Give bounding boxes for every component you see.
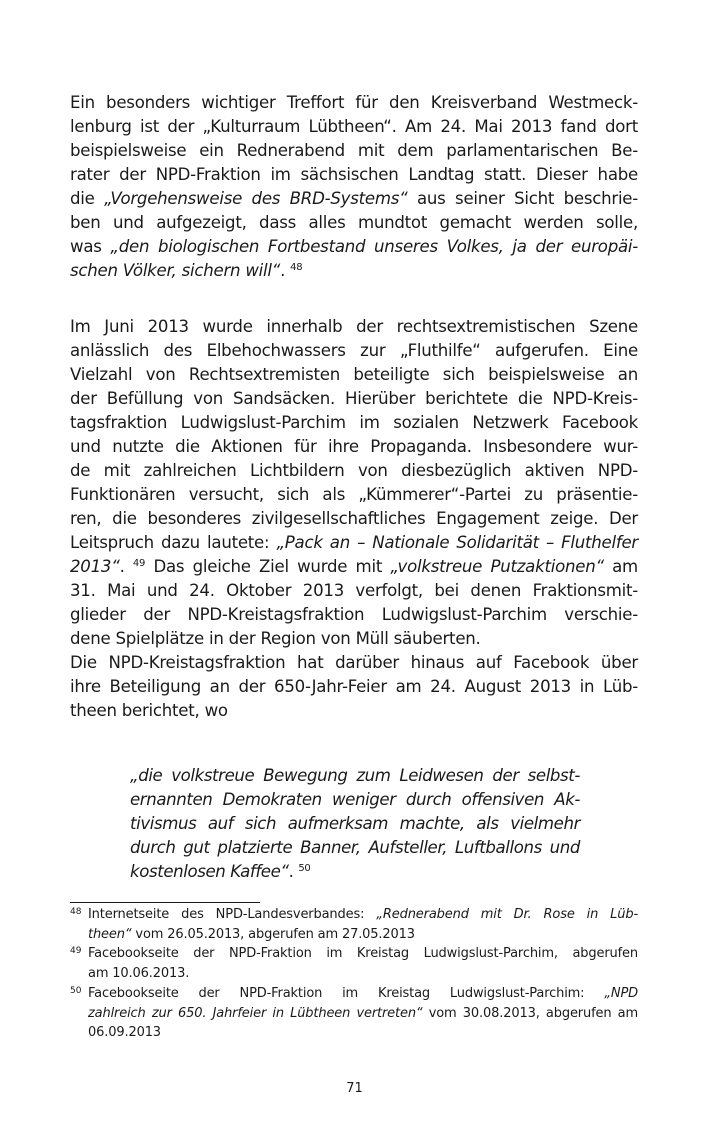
text-run: Im Juni 2013 wurde innerhalb der rechtsextremistischen Szene bbox=[70, 317, 638, 336]
footnote-line bbox=[88, 984, 638, 1004]
text-line bbox=[70, 339, 638, 363]
text-run: anlässlich des Elbehochwassers zur „Fluthilfe“ aufgerufen. Eine bbox=[70, 341, 638, 360]
text-line bbox=[70, 507, 638, 531]
text-run: 31. Mai und 24. Oktober 2013 verfolgt, bei denen Fraktionsmit- bbox=[70, 581, 638, 600]
text-line bbox=[70, 627, 638, 651]
quote-line bbox=[130, 764, 580, 788]
quote-line bbox=[130, 788, 580, 812]
text-line bbox=[70, 531, 638, 555]
text-run: durch gut platzierte Banner, Aufsteller, Luftballons und bbox=[130, 838, 580, 857]
italic-quote: zahlreich zur 650. Jahrfeier in Lübtheen vertreten“ bbox=[88, 1005, 423, 1021]
italic-quote: „Vorgehensweise des BRD-Systems“ bbox=[104, 189, 408, 208]
text-run: dene Spielplätze in der Region von Müll säuberten. bbox=[70, 629, 481, 648]
text-run: ihre Beteiligung an der 650-Jahr-Feier am 24. August 2013 in Lüb- bbox=[70, 677, 638, 696]
italic-quote: „NPD bbox=[604, 986, 638, 1001]
text-line bbox=[70, 259, 638, 283]
footnote-line bbox=[88, 1023, 638, 1043]
footnote-line bbox=[88, 925, 638, 945]
footnote-reference: 50 bbox=[298, 863, 311, 874]
page-number: 71 bbox=[346, 1081, 363, 1096]
text-line bbox=[70, 91, 638, 115]
text-line bbox=[70, 459, 638, 483]
text-run: Facebookseite der NPD-Fraktion im Kreistag Ludwigslust-Parchim, abgerufen bbox=[88, 946, 638, 961]
text-run: Facebookseite der NPD-Fraktion im Kreistag Ludwigslust-Parchim: bbox=[88, 986, 605, 1001]
text-line bbox=[70, 651, 638, 675]
text-line bbox=[70, 163, 638, 187]
text-run: ren, die besonderes zivilgesellschaftliches Engagement zeige. Der bbox=[70, 509, 638, 528]
italic-quote: schen Völker, sichern will“ bbox=[70, 261, 281, 280]
italic-quote: 2013“ bbox=[70, 557, 120, 576]
quote-line bbox=[130, 836, 580, 860]
text-line bbox=[70, 579, 638, 603]
text-run: . bbox=[280, 261, 291, 280]
text-run: vom 26.05.2013, abgerufen am 27.05.2013 bbox=[131, 926, 415, 942]
footnote-reference: 49 bbox=[132, 558, 146, 569]
text-line bbox=[70, 435, 638, 459]
text-line bbox=[70, 483, 638, 507]
footnote-number: 49 bbox=[70, 946, 82, 956]
italic-quote: „volkstreue Putzaktionen“ bbox=[390, 557, 604, 576]
italic-quote: „Pack an – Nationale Solidarität – Fluthelfer bbox=[276, 533, 638, 552]
footnote-line bbox=[88, 1004, 638, 1024]
text-line bbox=[70, 315, 638, 339]
text-run: Ein besonders wichtiger Treffort für den Kreisverband Westmeck- bbox=[70, 93, 638, 112]
italic-quote: „den biologischen Fortbestand unseres Volkes, ja der europäi- bbox=[110, 237, 638, 256]
text-run: am bbox=[603, 557, 638, 576]
quote-line bbox=[130, 860, 580, 884]
text-line bbox=[70, 235, 638, 259]
text-run: kostenlosen Kaffee“ bbox=[130, 862, 289, 881]
text-run: vom 30.08.2013, abgerufen am bbox=[422, 1005, 638, 1021]
text-run: die bbox=[70, 189, 105, 208]
footnote-line bbox=[88, 944, 638, 964]
italic-quote: theen“ bbox=[88, 926, 132, 942]
text-line bbox=[70, 363, 638, 387]
text-run: tivismus auf sich aufmerksam machte, als vielmehr bbox=[130, 814, 580, 833]
text-run: Funktionären versucht, sich als „Kümmerer“-Partei zu präsentie- bbox=[70, 485, 638, 504]
footnote-number: 48 bbox=[70, 907, 82, 917]
footnote-reference: 48 bbox=[290, 262, 303, 273]
text-run: 06.09.2013 bbox=[88, 1025, 161, 1040]
text-line bbox=[70, 555, 638, 579]
text-run: Das gleiche Ziel wurde mit bbox=[145, 557, 391, 576]
footnote-line bbox=[88, 905, 638, 925]
text-line bbox=[70, 187, 638, 211]
footnote-line bbox=[88, 964, 638, 984]
text-run: tagsfraktion Ludwigslust-Parchim im sozialen Netzwerk Facebook bbox=[70, 413, 638, 432]
text-line bbox=[70, 603, 638, 627]
text-run: „die volkstreue Bewegung zum Leidwesen der selbst- bbox=[130, 766, 580, 785]
footnote-number: 50 bbox=[70, 986, 82, 996]
text-run: ernannten Demokraten weniger durch offensiven Ak- bbox=[130, 790, 580, 809]
italic-quote: „Rednerabend mit Dr. Rose in Lüb- bbox=[376, 907, 638, 922]
text-run: lenburg ist der „Kulturraum Lübtheen“. Am 24. Mai 2013 fand dort bbox=[70, 117, 638, 136]
text-run: und nutzte die Aktionen für ihre Propaganda. Insbesondere wur- bbox=[70, 437, 638, 456]
text-run: aus seiner Sicht beschrie- bbox=[407, 189, 639, 208]
text-line bbox=[70, 211, 638, 235]
text-run: Die NPD-Kreistagsfraktion hat darüber hinaus auf Facebook über bbox=[70, 653, 638, 672]
text-run: der Befüllung von Sandsäcken. Hierüber berichtete die NPD-Kreis- bbox=[70, 389, 638, 408]
text-run: ben und aufgezeigt, dass alles mundtot gemacht werden solle, bbox=[70, 213, 638, 232]
text-run: Vielzahl von Rechtsextremisten beteiligte sich beispielsweise an bbox=[70, 365, 638, 384]
text-line bbox=[70, 387, 638, 411]
text-line bbox=[70, 139, 638, 163]
text-run: am 10.06.2013. bbox=[88, 965, 190, 981]
text-line bbox=[70, 411, 638, 435]
text-run: . bbox=[288, 862, 299, 881]
text-line bbox=[70, 699, 638, 723]
text-run: rater der NPD-Fraktion im sächsischen Landtag statt. Dieser habe bbox=[70, 165, 638, 184]
text-run: de mit zahlreichen Lichtbildern von diesbezüglich aktiven NPD- bbox=[70, 461, 638, 480]
text-run: Internetseite des NPD-Landesverbandes: bbox=[88, 907, 377, 922]
text-run: beispielsweise ein Rednerabend mit dem parlamentarischen Be- bbox=[70, 141, 638, 160]
quote-line bbox=[130, 812, 580, 836]
text-line bbox=[70, 115, 638, 139]
text-run: Leitspruch dazu lautete: bbox=[70, 533, 277, 552]
text-line bbox=[70, 675, 638, 699]
text-run: glieder der NPD-Kreistagsfraktion Ludwigslust-Parchim verschie- bbox=[70, 605, 638, 624]
text-run: was bbox=[70, 237, 111, 256]
text-run: . bbox=[119, 557, 133, 576]
footnote-divider bbox=[70, 902, 260, 903]
text-run: theen berichtet, wo bbox=[70, 701, 228, 720]
